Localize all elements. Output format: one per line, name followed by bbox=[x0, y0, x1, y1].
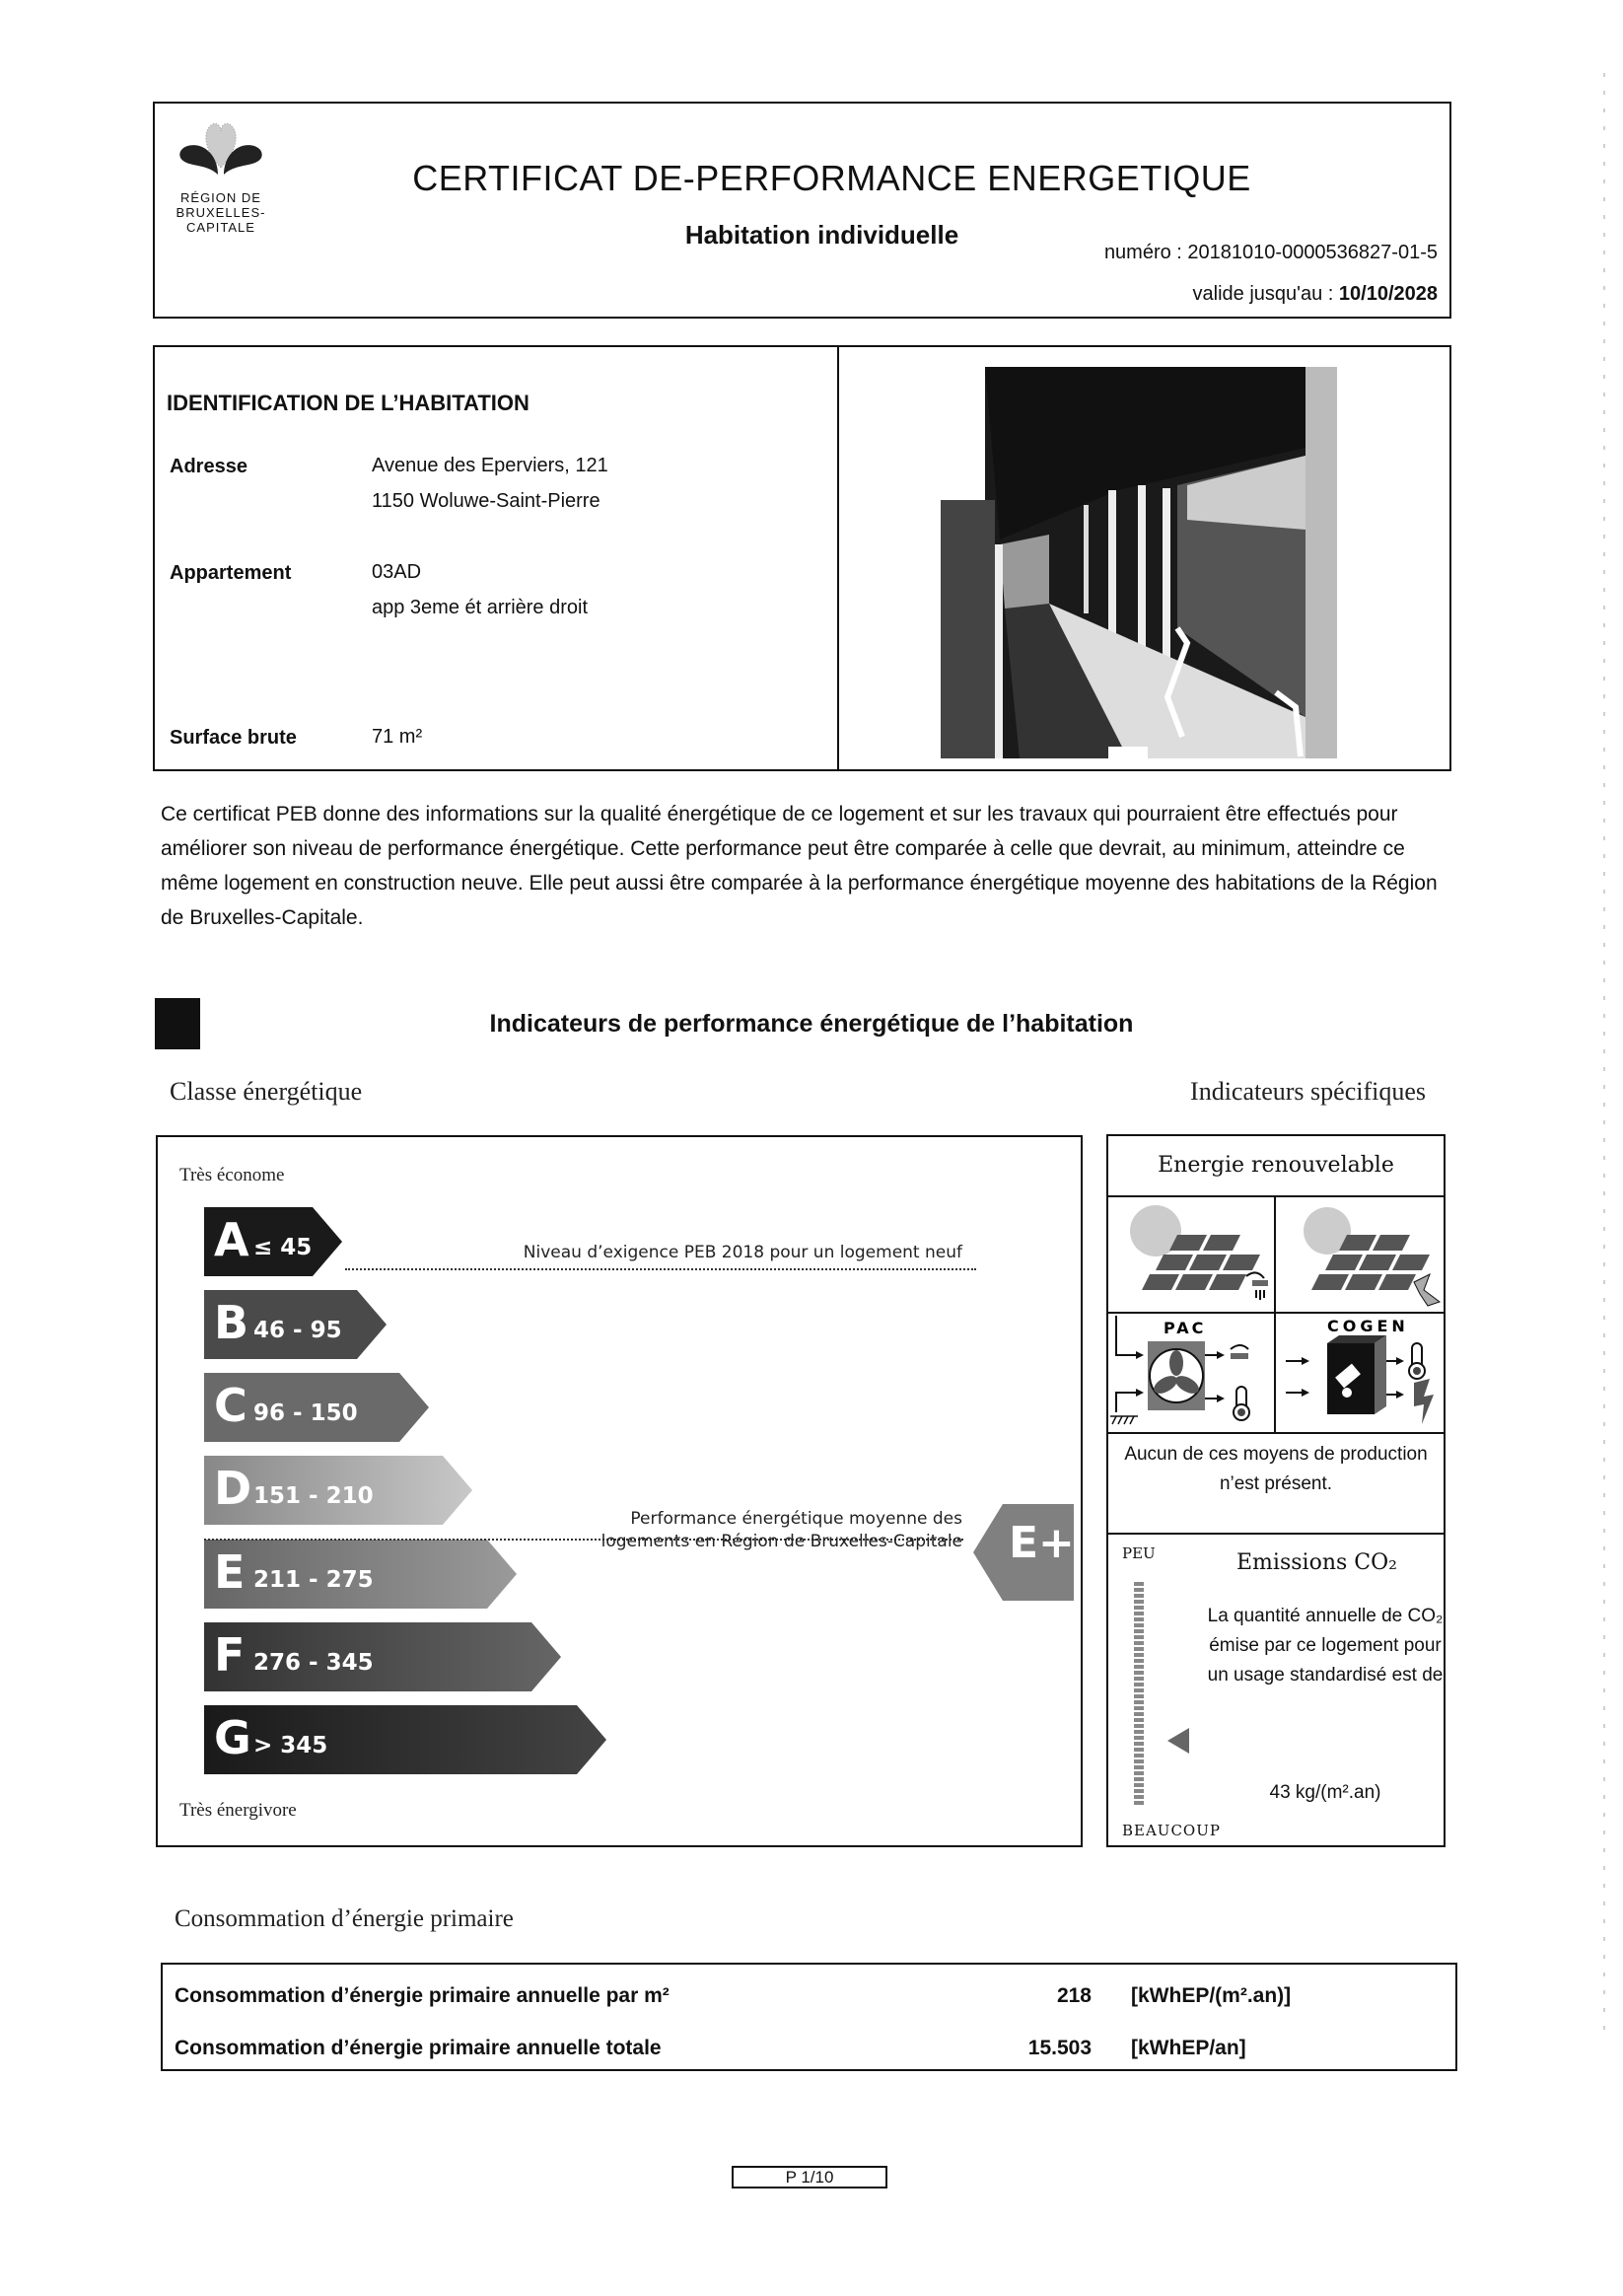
apartment-description: app 3eme ét arrière droit bbox=[372, 597, 589, 618]
renewable-icons-grid bbox=[1108, 1195, 1444, 1434]
row-value: 218 bbox=[1056, 1984, 1092, 2007]
co2-description: La quantité annuelle de CO₂ émise par ce logement pour un usage standardisé est de bbox=[1207, 1606, 1444, 1686]
class-bar-b bbox=[204, 1290, 387, 1359]
surface-label: Surface brute bbox=[170, 727, 297, 749]
valid-date: 10/10/2028 bbox=[1338, 283, 1438, 305]
row-unit: [kWhEP/an] bbox=[1131, 2037, 1246, 2059]
class-bar-d bbox=[204, 1456, 472, 1525]
energy-class-scale bbox=[156, 1135, 1083, 1847]
logo-line-1: RÉGION DE bbox=[180, 190, 261, 205]
row-label: Consommation d’énergie primaire annuelle totale bbox=[175, 2037, 662, 2059]
class-bar-f bbox=[204, 1622, 561, 1691]
apartment-label: Appartement bbox=[170, 562, 292, 584]
class-bar-c bbox=[204, 1373, 429, 1442]
class-range-c: 96 - 150 bbox=[253, 1400, 358, 1426]
class-bar-g bbox=[204, 1705, 606, 1774]
logo-line-3: CAPITALE bbox=[186, 220, 255, 235]
section-title: Indicateurs de performance énergétique de l’habitation bbox=[489, 1010, 1134, 1038]
class-bar-e bbox=[204, 1540, 517, 1609]
row-unit: [kWhEP/(m².an)] bbox=[1131, 1984, 1292, 2007]
page-number: P 1/10 bbox=[732, 2166, 887, 2188]
class-range-f: 276 - 345 bbox=[253, 1650, 374, 1676]
row-value: 15.503 bbox=[1027, 2037, 1092, 2059]
class-letter-e: E bbox=[214, 1545, 246, 1599]
cogeneration-icon bbox=[1276, 1314, 1444, 1432]
svg-text:COGEN: COGEN bbox=[1327, 1317, 1409, 1335]
class-letter-c: C bbox=[214, 1379, 247, 1432]
address-label: Adresse bbox=[170, 456, 247, 477]
apartment-value bbox=[372, 554, 588, 625]
class-letter-a: A bbox=[214, 1213, 249, 1266]
valid-label: valide jusqu'au : bbox=[1192, 283, 1339, 305]
class-range-e: 211 - 275 bbox=[253, 1567, 374, 1593]
new-building-reference-label: Niveau d’exigence PEB 2018 pour un logement neuf bbox=[523, 1243, 962, 1262]
renewable-energy-title: Energie renouvelable bbox=[1108, 1136, 1444, 1197]
document-subtitle: Habitation individuelle bbox=[684, 220, 959, 250]
energy-class-heading: Classe énergétique bbox=[170, 1077, 363, 1106]
class-range-g: > 345 bbox=[253, 1733, 328, 1758]
address-value bbox=[372, 448, 608, 519]
scan-margin-marks bbox=[1603, 59, 1605, 2032]
identification-heading: IDENTIFICATION DE L’HABITATION bbox=[167, 391, 529, 415]
co2-scale-low-label: PEU bbox=[1122, 1544, 1156, 1562]
solar-thermal-icon bbox=[1108, 1195, 1276, 1314]
specific-indicators-heading: Indicateurs spécifiques bbox=[1190, 1077, 1426, 1106]
certificate-validity bbox=[1193, 283, 1438, 306]
class-letter-b: B bbox=[214, 1296, 249, 1349]
svg-text:PAC: PAC bbox=[1164, 1319, 1207, 1337]
co2-level-pointer-icon bbox=[1167, 1728, 1189, 1754]
numero-value: 20181010-0000536827-01-5 bbox=[1187, 242, 1438, 263]
balcony-photo bbox=[941, 362, 1337, 758]
class-range-a: ≤ 45 bbox=[253, 1235, 313, 1260]
class-letter-d: D bbox=[214, 1462, 252, 1515]
intro-paragraph: Ce certificat PEB donne des informations sur la qualité énergétique de ce logement et sur les travaux qui pourraient être effectués pour améliorer son niveau de performance énergétique. Cette performance peut être comparée à celle que devrait, au minimum, atteindre ce même logement en construction neuve. Elle peut aussi être comparée à la performance énergétique moyenne des habitations de la Région de Bruxelles-Capitale. bbox=[161, 803, 1438, 929]
solar-photovoltaic-icon bbox=[1276, 1195, 1444, 1314]
class-letter-g: G bbox=[214, 1711, 251, 1764]
co2-scale-high-label: BEAUCOUP bbox=[1122, 1822, 1221, 1839]
renewable-note: Aucun de ces moyens de production n’est présent. bbox=[1124, 1444, 1428, 1494]
co2-scale-bar bbox=[1134, 1580, 1144, 1807]
regional-average-line-1: Performance énergétique moyenne des bbox=[630, 1509, 962, 1529]
class-range-b: 46 - 95 bbox=[253, 1318, 342, 1343]
current-class-label: E+ bbox=[1009, 1518, 1075, 1568]
very-economical-label: Très économe bbox=[179, 1165, 285, 1185]
address-line-1: Avenue des Eperviers, 121 bbox=[372, 455, 608, 476]
identification-divider bbox=[837, 347, 839, 769]
row-label: Consommation d’énergie primaire annuelle par m² bbox=[175, 1984, 670, 2007]
class-bar-a bbox=[204, 1207, 342, 1276]
primary-energy-table bbox=[161, 1963, 1457, 2071]
regional-average-line-2: logements en Région de Bruxelles-Capitale bbox=[600, 1532, 962, 1551]
specific-indicators-panel bbox=[1106, 1134, 1446, 1847]
co2-value: 43 kg/(m².an) bbox=[1269, 1782, 1381, 1803]
surface-value: 71 m² bbox=[372, 726, 423, 748]
class-letter-f: F bbox=[214, 1628, 246, 1682]
class-range-d: 151 - 210 bbox=[253, 1483, 374, 1509]
document-title: CERTIFICAT DE-PERFORMANCE ENERGETIQUE bbox=[412, 158, 1251, 198]
heat-pump-icon bbox=[1108, 1314, 1276, 1432]
current-class-indicator bbox=[973, 1504, 1074, 1601]
very-energy-intensive-label: Très énergivore bbox=[179, 1800, 297, 1821]
primary-energy-heading: Consommation d’énergie primaire bbox=[175, 1905, 514, 1932]
identification-section bbox=[153, 345, 1451, 771]
logo-line-2: BRUXELLES- bbox=[176, 205, 266, 220]
co2-separator bbox=[1108, 1533, 1444, 1535]
regional-average-reference-label bbox=[601, 1508, 962, 1553]
certificate-header bbox=[153, 102, 1451, 319]
new-building-reference-line bbox=[345, 1268, 976, 1270]
apartment-code: 03AD bbox=[372, 561, 422, 583]
co2-title: Emissions CO₂ bbox=[1236, 1550, 1397, 1575]
address-line-2: 1150 Woluwe-Saint-Pierre bbox=[372, 490, 600, 512]
photo-image bbox=[941, 362, 1337, 758]
certificate-number bbox=[1104, 242, 1438, 264]
numero-label: numéro : bbox=[1103, 242, 1188, 263]
